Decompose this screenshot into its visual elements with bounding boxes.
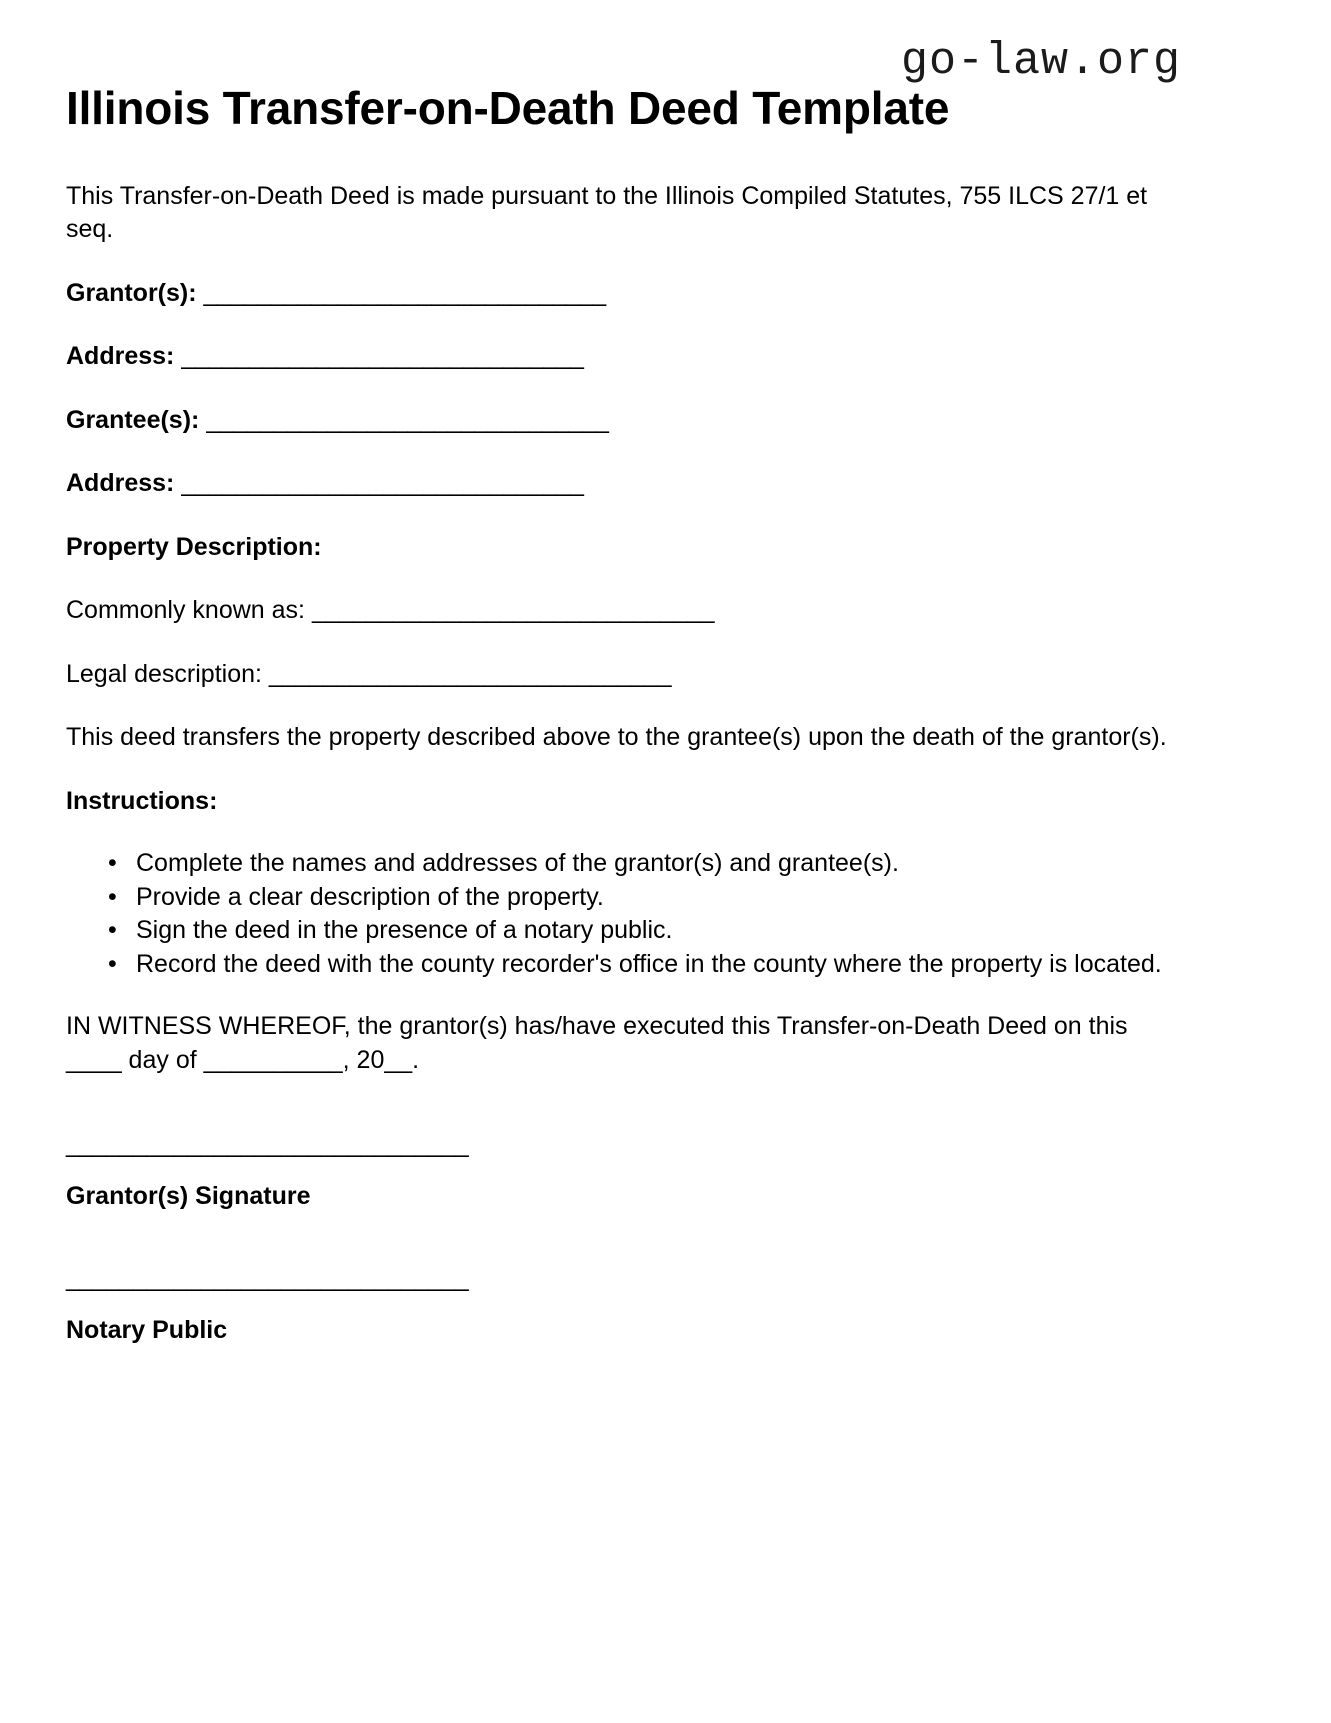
field-legal-description-label: Legal description: [66,659,262,688]
grantor-signature-label: Grantor(s) Signature [66,1182,311,1211]
instructions-heading: Instructions: [66,786,218,815]
field-grantee-label: Grantee(s): [66,405,200,434]
site-watermark: go-law.org [900,36,1181,87]
field-grantor-address-label: Address: [66,342,175,371]
intro-paragraph: This Transfer-on-Death Deed is made pursuant to the Illinois Compiled Statutes, 755 ILCS 27/1 et seq. [66,181,1148,244]
list-item: • Record the deed with the county recorder's office in the county where the property is located. [136,949,1186,981]
field-grantor-address [66,340,1186,374]
list-item: • Complete the names and addresses of the grantor(s) and grantee(s). [136,848,1186,880]
field-grantor [66,277,1186,311]
notary-signature-line[interactable]: ______________________________ [66,1264,469,1293]
field-legal-description-blank[interactable]: ______________________________ [268,659,672,688]
field-legal-description [66,658,1186,692]
field-commonly-known-as-blank[interactable]: ______________________________ [311,596,715,625]
list-item: • Provide a clear description of the property. [136,882,1186,914]
instructions-list [66,848,1186,980]
field-grantor-address-blank[interactable]: ______________________________ [181,342,584,371]
field-grantee-address [66,467,1186,501]
document-body [66,82,1186,1345]
field-commonly-known-as [66,594,1186,628]
field-grantee [66,404,1186,438]
field-grantee-blank[interactable]: ______________________________ [206,405,609,434]
witness-clause-paragraph: IN WITNESS WHEREOF, the grantor(s) has/have executed this Transfer-on-Death Deed on this ____ day of __________, 20__. [66,1012,1128,1074]
transfer-statement-paragraph: This deed transfers the property described above to the grantee(s) upon the death of the grantor(s). [66,723,1167,752]
field-commonly-known-as-label: Commonly known as: [66,596,305,625]
property-description-heading: Property Description: [66,532,322,561]
grantor-signature-line[interactable]: ______________________________ [66,1130,469,1159]
field-grantee-address-label: Address: [66,469,175,498]
notary-signature-label: Notary Public [66,1316,228,1345]
list-item: • Sign the deed in the presence of a notary public. [136,915,1186,947]
page-title: Illinois Transfer-on-Death Deed Template [66,82,950,134]
field-grantor-label: Grantor(s): [66,278,197,307]
field-grantee-address-blank[interactable]: ______________________________ [181,469,584,498]
field-grantor-blank[interactable]: ______________________________ [203,278,606,307]
